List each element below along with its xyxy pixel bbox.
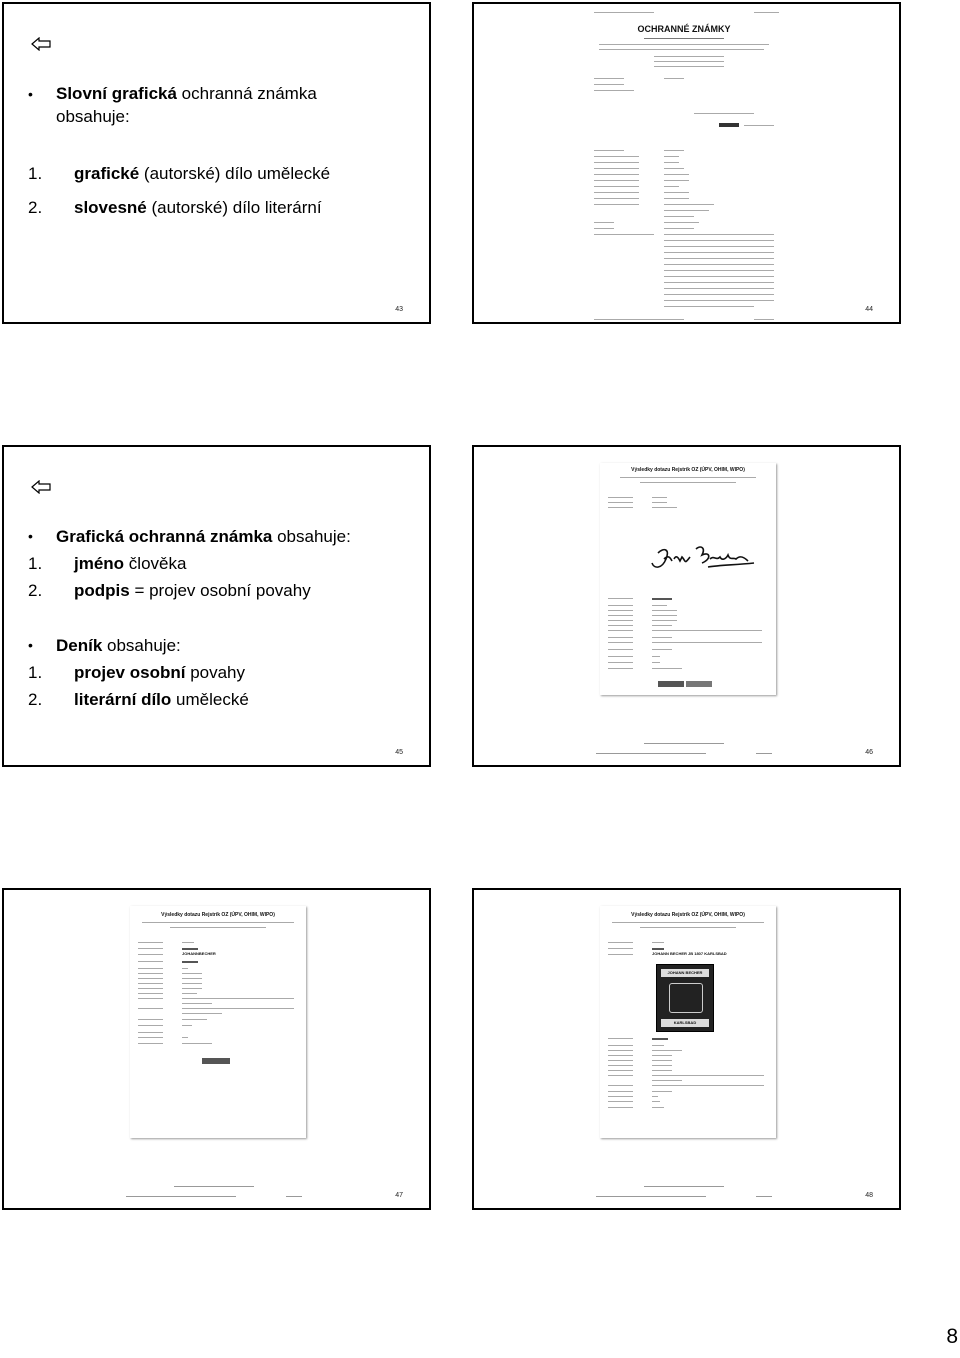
scanned-document <box>584 8 784 324</box>
signature-image <box>650 543 760 575</box>
doc-title: Výsledky dotazu Rejstrík OZ (ÚPV, OHIM, WIPO) <box>631 912 745 918</box>
bullet-text: Slovní grafická ochranná známka <box>56 84 317 103</box>
left-arrow-icon <box>31 480 51 494</box>
doc-button <box>686 681 712 687</box>
slide-46 <box>472 445 901 767</box>
list-item: 2. slovesné (autorské) dílo literární <box>28 198 322 217</box>
list-item: 1. jméno člověka <box>28 554 187 573</box>
list-item: 2. literární dílo umělecké <box>28 690 249 709</box>
slide-number: 48 <box>865 1192 873 1199</box>
doc-button <box>658 681 684 687</box>
left-arrow-icon <box>31 37 51 51</box>
trademark-label-image: JOHANN BECHER KARLSBAD <box>656 964 714 1032</box>
bullet-marker: • <box>28 528 33 544</box>
scanned-document <box>130 906 306 1138</box>
slide-44 <box>472 2 901 324</box>
slide-43 <box>2 2 431 324</box>
page-number: 8 <box>946 1325 958 1348</box>
slide-number: 44 <box>865 306 873 313</box>
doc-title: Výsledky dotazu Rejstrík OZ (ÚPV, OHIM, WIPO) <box>161 912 275 918</box>
slide-number: 45 <box>395 749 403 756</box>
slide-48 <box>472 888 901 1210</box>
scanned-document <box>600 906 776 1138</box>
slide-number: 46 <box>865 749 873 756</box>
bullet-text-line2: obsahuje: <box>56 107 130 126</box>
slide-47 <box>2 888 431 1210</box>
slide-number: 43 <box>395 306 403 313</box>
coat-of-arms-icon <box>669 983 703 1013</box>
list-item: 1. projev osobní povahy <box>28 663 246 682</box>
doc-button <box>202 1058 230 1064</box>
bullet-marker: • <box>28 86 33 102</box>
mark-text: JOHANN BECHER JB 1807 KARLSBAD <box>652 951 727 956</box>
slide-45 <box>2 445 431 767</box>
slide-number: 47 <box>395 1192 403 1199</box>
list-item: 2. podpis = projev osobní povahy <box>28 581 311 600</box>
scanned-document <box>600 463 776 695</box>
doc-title: OCHRANNÉ ZNÁMKY <box>637 24 731 34</box>
bullet-text: Deník obsahuje: <box>56 636 181 655</box>
bullet-text: Grafická ochranná známka obsahuje: <box>56 527 351 546</box>
list-item: 1. grafické (autorské) dílo umělecké <box>28 164 331 183</box>
bullet-marker: • <box>28 637 33 653</box>
mark-text: JOHANNBECHER <box>182 951 216 956</box>
doc-title: Výsledky dotazu Rejstrík OZ (ÚPV, OHIM, WIPO) <box>631 467 745 473</box>
